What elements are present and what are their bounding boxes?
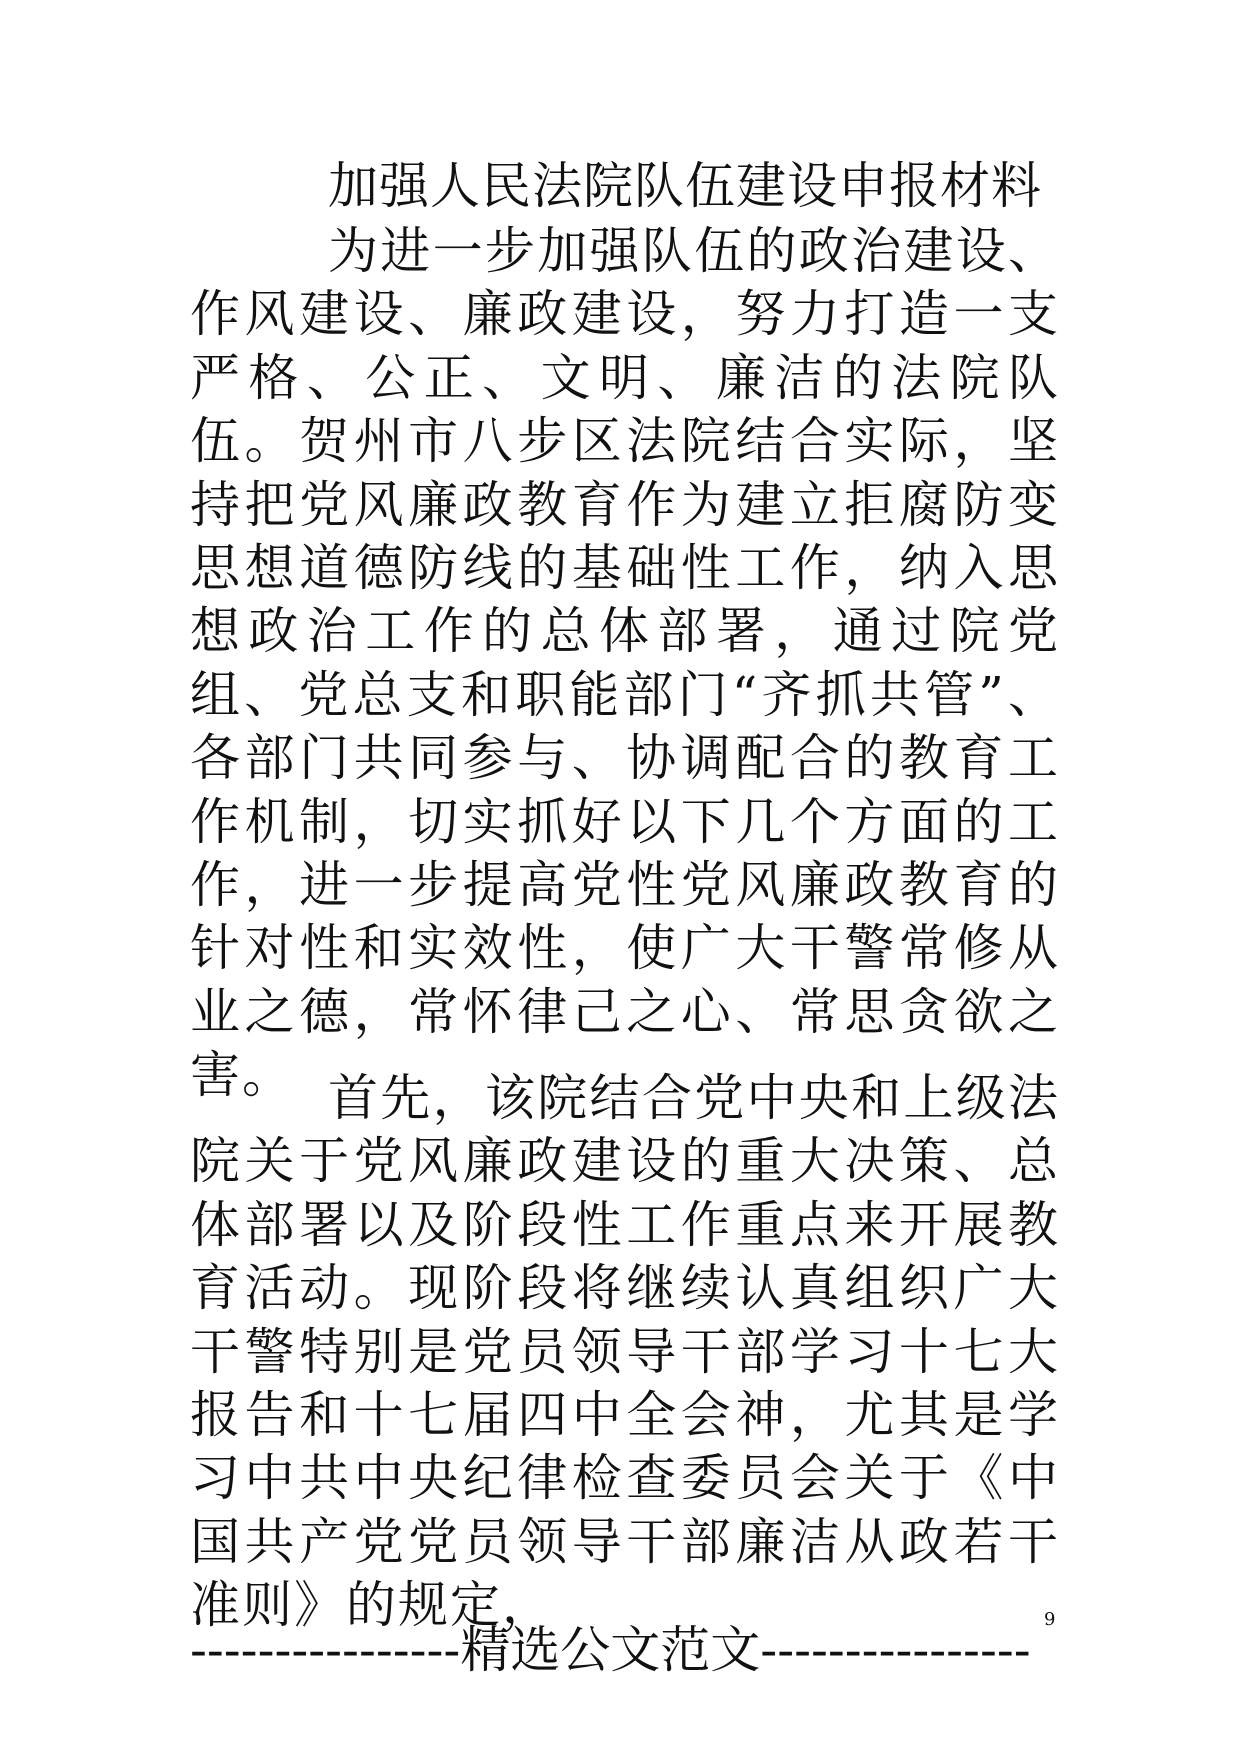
- paragraph-first-point: 首先，该院结合党中央和上级法院关于党风廉政建设的重大决策、总体部署以及阶段性工作重点来开展教育活动。现阶段将继续认真组织广大干警特别是党员领导干部学习十七大报告和十七届四中全会神，尤其是学习中共中央纪律检查委员会关于《中国共产党党员领导干部廉洁从政若干准则》的规定，: [190, 1069, 1060, 1635]
- page-number: 9: [1044, 1609, 1056, 1630]
- footer-banner: ----------------精选公文范文----------------: [190, 1621, 1031, 1679]
- paragraph-intro: 为进一步加强队伍的政治建设、作风建设、廉政建设，努力打造一支严格、公正、文明、廉洁的法院队伍。贺州市八步区法院结合实际，坚持把党风廉政教育作为建立拒腐防变思想道德防线的基础性工作，纳入思想政治工作的总体部署，通过院党组、党总支和职能部门“齐抓共管”、各部门共同参与、协调配合的教育工作机制，切实抓好以下几个方面的工作，进一步提高党性党风廉政教育的针对性和实效性，使广大干警常修从业之德，常怀律己之心、常思贪欲之害。: [190, 222, 1060, 1105]
- document-title: 加强人民法院队伍建设申报材料: [328, 157, 1042, 215]
